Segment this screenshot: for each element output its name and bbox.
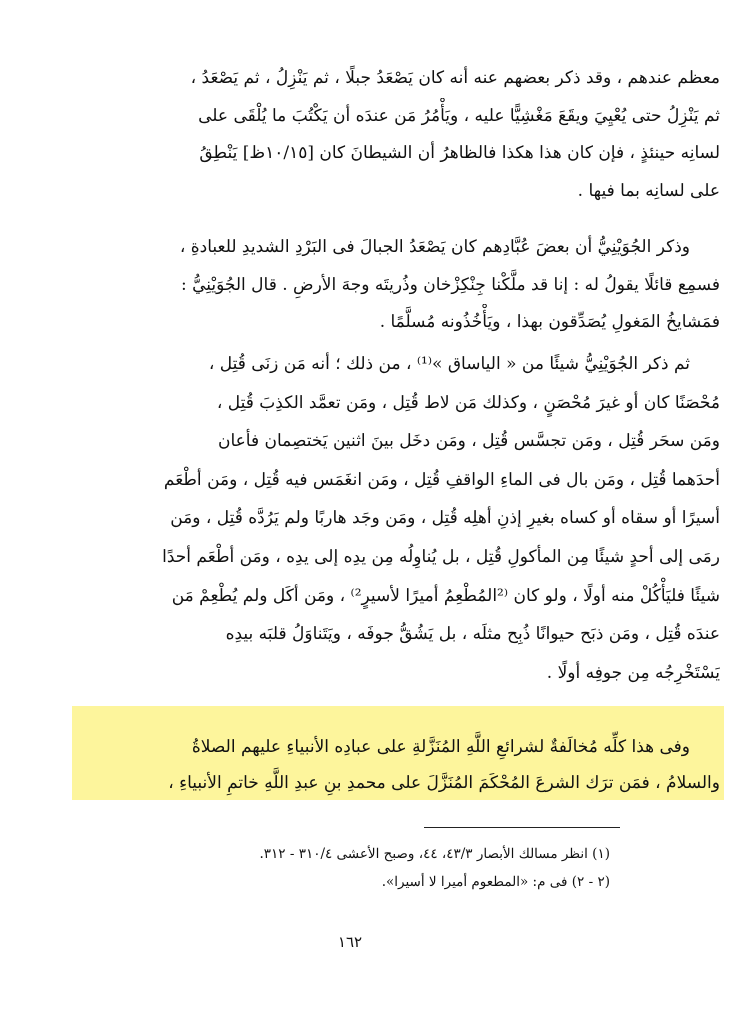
paragraph-2: [72, 229, 720, 342]
paragraph-4-highlighted: [72, 729, 720, 801]
text-line: وذكر الجُوَيْنِيُّ أن بعضَ عُبَّادِهم كان يَصْعَدُ الجبالَ فى البَرْدِ الشديدِ للعبادةِ ،: [179, 237, 690, 257]
text-line: عندَه قُتِل ، ومَن ذبَح حيوانًا ذُبِح مثلَه ، بل يَشُقُّ جوفَه ، ويَتَناوَلُ قلبَه بيدِه: [225, 624, 720, 645]
text-line: أحدَهما قُتِل ، ومَن بال فى الماءِ الواقفِ قُتِل ، ومَن انغَمَس فيه قُتِل ، ومَن أطْعَم: [163, 469, 720, 490]
text-line: والسلامُ ، فمَن ترَك الشرعَ المُحْكَمَ المُنَزَّلَ على محمدِ بنِ عبدِ اللَّهِ خاتمِ الأنبياءِ ،: [168, 773, 720, 793]
text-line: فمَشايخُ المَغولِ يُصَدِّقون بهذا ، ويَأْخُذُونه مُسلَّمًا .: [379, 312, 720, 332]
text-line: يَسْتَخْرِجُه مِن جوفِه أولًا .: [546, 662, 720, 683]
text-line: ثم يَنْزِلُ حتى يُعْيِيَ ويقَعَ مَغْشِيًّا عليه ، ويَأْمُرُ مَن عندَه أن يَكْتُبَ ما يُلْقَى على: [198, 105, 720, 126]
text-line: وفى هذا كلِّه مُخالَفةٌ لشرائعِ اللَّهِ المُنَزَّلةِ على عبادِه الأنبياءِ عليهم الصلاةُ: [191, 737, 690, 757]
text-line: شيئًا فليَأْكُلْ منه أولًا ، ولو كان ⁽²المُطْعِمُ أميرًا لأسيرٍ²⁾ ، ومَن أكَل ولم يُطْعِمْ مَن: [171, 585, 720, 606]
footnotes: [140, 840, 610, 896]
text-line: أسيرًا أو سقاه أو كساه بغيرِ إذنِ أهلِه قُتِل ، ومَن وجَد هاربًا ولم يَرُدَّه قُتِل ، ومَن: [170, 508, 720, 529]
footnote-2: (٢ - ٢) فى م: «المطعوم أميرا لا أسيرا».: [381, 874, 610, 890]
text-line: ومَن سحَر قُتِل ، ومَن تجسَّس قُتِل ، ومَن دخَل بينَ اثنين يَختصِمان فأعان: [218, 431, 720, 452]
footnote-1: (١) انظر مسالك الأبصار ٤٣/٣، ٤٤، وصبح الأعشى ٣١٠/٤ - ٣١٢.: [259, 846, 610, 862]
footnote-divider: [424, 827, 620, 828]
text-line: معظم عندهم ، وقد ذكر بعضهم عنه أنه كان يَصْعَدُ جبلًا ، ثم يَنْزِلُ ، ثم يَصْعَدُ ،: [190, 68, 720, 88]
paragraph-1: [72, 60, 720, 210]
text-line: فسمِع قائلًا يقولُ له : إنا قد ملَّكْنا جِنْكِزْخان وذُريتَه وجهَ الأرضِ . قال الجُوَيْنِيُّ :: [180, 274, 720, 295]
text-line: مُحْصَنًا كان أو غيرَ مُحْصَنٍ ، وكذلك مَن لاط قُتِل ، ومَن تعمَّد الكذِبَ قُتِل ،: [216, 392, 720, 413]
text-line: لسانِه حينئذٍ ، فإن كان هذا هكذا فالظاهرُ أن الشيطانَ كان [١٠/١٥ظ] يَنْطِقُ: [199, 143, 720, 163]
text-line: ثم ذكر الجُوَيْنِيُّ شيئًا من « الياساق »⁽¹⁾ ، من ذلك ؛ أنه مَن زنَى قُتِل ،: [208, 354, 690, 374]
text-line: رمَى إلى أحدٍ شيئًا مِن المأكولِ قُتِل ، بل يُناوِلُه مِن يدِه إلى يدِه ، ومَن أطْعَم أحدًا: [162, 546, 720, 567]
page-number: ١٦٢: [337, 933, 363, 951]
paragraph-3: [72, 345, 720, 692]
text-line: على لسانِه بما فيها .: [577, 180, 720, 201]
